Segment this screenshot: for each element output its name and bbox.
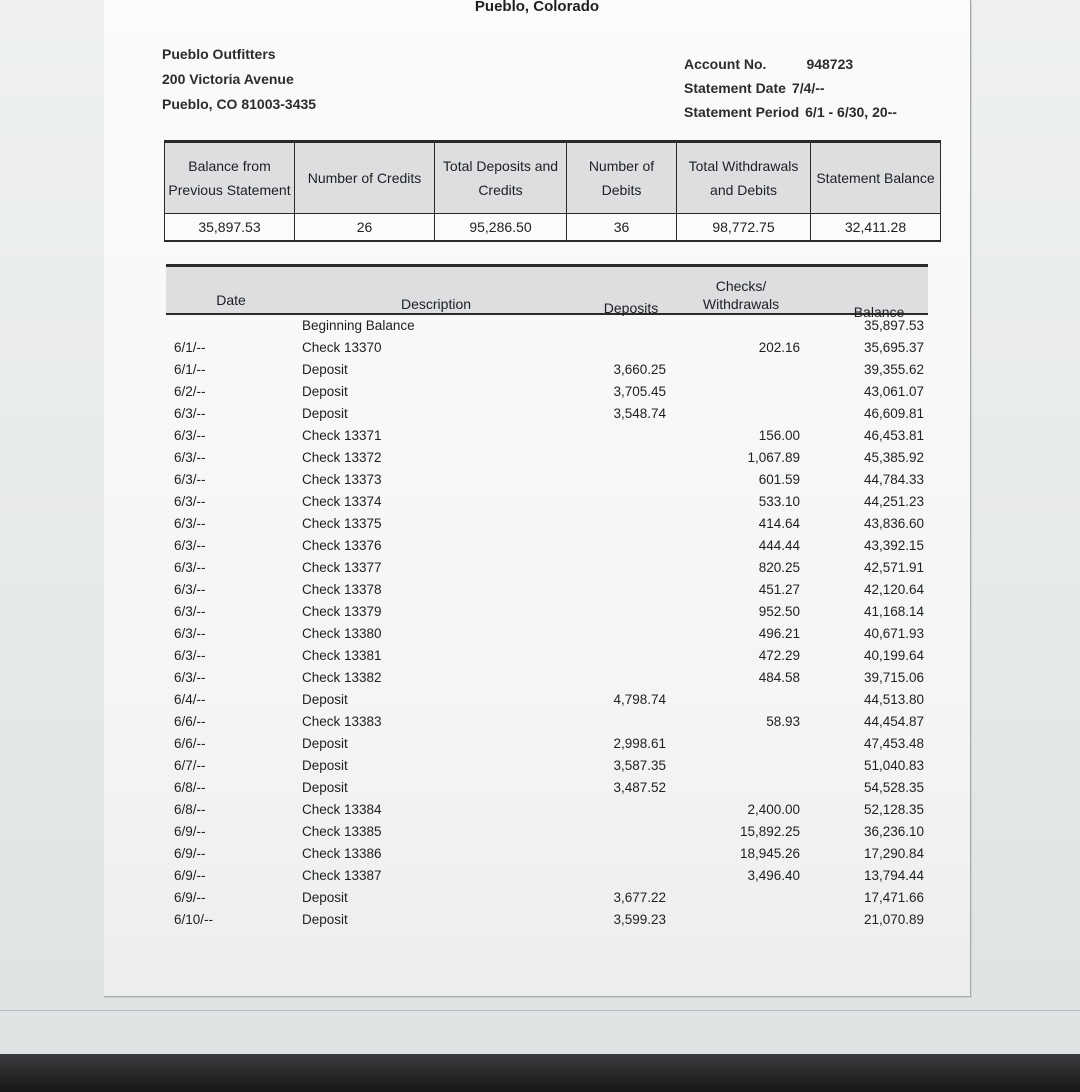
- transaction-header: [166, 267, 928, 320]
- row-description: Check 13371: [302, 428, 382, 443]
- transaction-row: [166, 513, 928, 535]
- row-withdrawal: 18,945.26: [739, 846, 800, 861]
- row-date: 6/6/--: [174, 714, 206, 729]
- row-description: Check 13384: [302, 802, 382, 817]
- row-withdrawal: 414.64: [758, 516, 800, 531]
- transaction-row: [166, 689, 928, 711]
- row-balance: 52,128.35: [863, 802, 924, 817]
- row-date: 6/3/--: [174, 406, 206, 421]
- row-withdrawal: 2,400.00: [747, 802, 800, 817]
- transaction-row: [166, 381, 928, 403]
- transaction-row: [166, 799, 928, 821]
- row-date: 6/4/--: [174, 692, 206, 707]
- row-balance: 46,609.81: [863, 406, 924, 421]
- row-date: 6/9/--: [174, 846, 206, 861]
- row-date: 6/3/--: [174, 494, 206, 509]
- transaction-row: [166, 425, 928, 447]
- row-withdrawal: 451.27: [758, 582, 800, 597]
- row-deposit: 3,660.25: [613, 362, 666, 377]
- header-withdrawals: Checks/ Withdrawals: [702, 278, 780, 312]
- row-description: Check 13387: [302, 868, 382, 883]
- row-balance: 36,236.10: [863, 824, 924, 839]
- row-date: 6/6/--: [174, 736, 206, 751]
- summary-header-number-of-credits: Number of Credits: [295, 142, 435, 214]
- row-deposit: 3,599.23: [613, 912, 666, 927]
- row-withdrawal: 156.00: [758, 428, 800, 443]
- row-date: 6/3/--: [174, 516, 206, 531]
- row-description: Deposit: [302, 406, 348, 421]
- monitor-bezel: [0, 1054, 1080, 1092]
- row-date: 6/2/--: [174, 384, 206, 399]
- transaction-row: [166, 821, 928, 843]
- row-withdrawal: 952.50: [758, 604, 800, 619]
- row-deposit: 4,798.74: [613, 692, 666, 707]
- row-date: 6/8/--: [174, 802, 206, 817]
- row-withdrawal: 496.21: [758, 626, 800, 641]
- row-withdrawal: 444.44: [758, 538, 800, 553]
- summary-table: [164, 140, 940, 242]
- row-description: Check 13380: [302, 626, 382, 641]
- row-description: Check 13374: [302, 494, 382, 509]
- statement-date-value: 7/4/--: [791, 80, 825, 96]
- summary-header-number-of-debits: Number of Debits: [567, 142, 677, 214]
- statement-period-label: Statement Period: [684, 104, 800, 120]
- summary-total-withdrawals: 98,772.75: [677, 214, 811, 242]
- row-balance: 21,070.89: [863, 912, 924, 927]
- row-balance: 43,392.15: [863, 538, 924, 553]
- row-balance: 35,897.53: [863, 318, 924, 333]
- transaction-row: [166, 711, 928, 733]
- row-description: Check 13373: [302, 472, 382, 487]
- row-balance: 44,784.33: [863, 472, 924, 487]
- transaction-row: [166, 579, 928, 601]
- row-withdrawal: 58.93: [766, 714, 800, 729]
- row-date: 6/3/--: [174, 604, 206, 619]
- row-withdrawal: 1,067.89: [747, 450, 800, 465]
- row-description: Check 13381: [302, 648, 382, 663]
- transaction-row: [166, 865, 928, 887]
- row-description: Deposit: [302, 736, 348, 751]
- transaction-row: [166, 337, 928, 359]
- transaction-table: [166, 264, 928, 931]
- transaction-row: [166, 535, 928, 557]
- row-description: Check 13383: [302, 714, 382, 729]
- transaction-row: [166, 359, 928, 381]
- row-date: 6/3/--: [174, 560, 206, 575]
- transaction-row: [166, 447, 928, 469]
- transaction-row: [166, 667, 928, 689]
- summary-statement-balance: 32,411.28: [811, 214, 941, 242]
- row-date: 6/3/--: [174, 472, 206, 487]
- row-description: Deposit: [302, 912, 348, 927]
- row-description: Check 13379: [302, 604, 382, 619]
- transaction-row: [166, 315, 928, 337]
- screen-divider: [0, 1010, 1080, 1011]
- row-withdrawal: 484.58: [758, 670, 800, 685]
- header-date: Date: [216, 292, 246, 308]
- row-balance: 39,355.62: [863, 362, 924, 377]
- row-description: Check 13386: [302, 846, 382, 861]
- summary-header-total-deposits: Total Deposits and Credits: [435, 142, 567, 214]
- row-withdrawal: 202.16: [758, 340, 800, 355]
- row-description: Deposit: [302, 692, 348, 707]
- row-balance: 44,251.23: [863, 494, 924, 509]
- row-balance: 47,453.48: [863, 736, 924, 751]
- row-date: 6/1/--: [174, 362, 206, 377]
- transaction-row: [166, 623, 928, 645]
- row-date: 6/9/--: [174, 868, 206, 883]
- row-description: Check 13385: [302, 824, 382, 839]
- summary-total-deposits: 95,286.50: [435, 214, 567, 242]
- row-withdrawal: 15,892.25: [739, 824, 800, 839]
- row-withdrawal: 601.59: [758, 472, 800, 487]
- row-balance: 17,290.84: [863, 846, 924, 861]
- summary-number-of-credits: 26: [295, 214, 435, 242]
- row-deposit: 3,677.22: [613, 890, 666, 905]
- row-date: 6/9/--: [174, 824, 206, 839]
- account-info-block: [684, 52, 897, 124]
- row-description: Check 13372: [302, 450, 382, 465]
- row-description: Check 13370: [302, 340, 382, 355]
- row-balance: 43,061.07: [863, 384, 924, 399]
- row-withdrawal: 472.29: [758, 648, 800, 663]
- row-date: 6/3/--: [174, 670, 206, 685]
- bank-statement-page: [104, 0, 971, 997]
- row-balance: 35,695.37: [863, 340, 924, 355]
- row-date: 6/10/--: [174, 912, 214, 927]
- row-deposit: 2,998.61: [613, 736, 666, 751]
- row-date: 6/3/--: [174, 648, 206, 663]
- account-number-value: 948723: [806, 56, 854, 72]
- row-date: 6/8/--: [174, 780, 206, 795]
- row-date: 6/3/--: [174, 450, 206, 465]
- transaction-row: [166, 777, 928, 799]
- row-description: Deposit: [302, 758, 348, 773]
- row-date: 6/3/--: [174, 582, 206, 597]
- row-withdrawal: 3,496.40: [747, 868, 800, 883]
- transaction-row: [166, 645, 928, 667]
- row-description: Deposit: [302, 362, 348, 377]
- row-description: Check 13378: [302, 582, 382, 597]
- row-date: 6/7/--: [174, 758, 206, 773]
- statement-period-value: 6/1 - 6/30, 20--: [805, 104, 897, 120]
- header-balance: Balance: [853, 304, 905, 320]
- header-description: Description: [400, 296, 472, 312]
- transaction-row: [166, 469, 928, 491]
- row-balance: 44,513.80: [863, 692, 924, 707]
- row-withdrawal: 533.10: [758, 494, 800, 509]
- header-deposits: Deposits: [603, 300, 659, 316]
- transaction-row: [166, 755, 928, 777]
- row-date: 6/3/--: [174, 428, 206, 443]
- row-date: 6/3/--: [174, 626, 206, 641]
- row-balance: 45,385.92: [863, 450, 924, 465]
- row-balance: 42,120.64: [863, 582, 924, 597]
- row-withdrawal: 820.25: [758, 560, 800, 575]
- row-balance: 40,199.64: [863, 648, 924, 663]
- row-balance: 44,454.87: [863, 714, 924, 729]
- row-balance: 42,571.91: [863, 560, 924, 575]
- transaction-rows: [166, 315, 928, 931]
- row-description: Beginning Balance: [302, 318, 415, 333]
- row-description: Check 13377: [302, 560, 382, 575]
- transaction-row: [166, 601, 928, 623]
- row-deposit: 3,587.35: [613, 758, 666, 773]
- transaction-row: [166, 733, 928, 755]
- summary-header-total-withdrawals: Total Withdrawals and Debits: [677, 142, 811, 214]
- transaction-row: [166, 491, 928, 513]
- company-street: 200 Victoria Avenue: [162, 71, 294, 87]
- row-date: 6/1/--: [174, 340, 206, 355]
- row-description: Check 13375: [302, 516, 382, 531]
- summary-header-previous-balance: Balance from Previous Statement: [165, 142, 295, 214]
- row-date: 6/3/--: [174, 538, 206, 553]
- company-city-zip: Pueblo, CO 81003-3435: [162, 96, 317, 112]
- row-deposit: 3,705.45: [613, 384, 666, 399]
- row-balance: 13,794.44: [863, 868, 924, 883]
- row-description: Deposit: [302, 780, 348, 795]
- company-address-block: [162, 42, 316, 117]
- statement-city: Pueblo, Colorado: [474, 0, 600, 15]
- transaction-row: [166, 843, 928, 865]
- company-name: Pueblo Outfitters: [162, 46, 276, 62]
- summary-header-statement-balance: Statement Balance: [811, 142, 941, 214]
- statement-date-label: Statement Date: [684, 80, 786, 96]
- row-description: Deposit: [302, 890, 348, 905]
- summary-previous-balance: 35,897.53: [165, 214, 295, 242]
- row-balance: 46,453.81: [863, 428, 924, 443]
- row-balance: 17,471.66: [863, 890, 924, 905]
- transaction-row: [166, 557, 928, 579]
- account-number-label: Account No.: [684, 56, 767, 72]
- row-balance: 39,715.06: [863, 670, 924, 685]
- row-balance: 40,671.93: [863, 626, 924, 641]
- row-balance: 43,836.60: [863, 516, 924, 531]
- row-description: Check 13382: [302, 670, 382, 685]
- transaction-row: [166, 909, 928, 931]
- summary-number-of-debits: 36: [567, 214, 677, 242]
- row-deposit: 3,487.52: [613, 780, 666, 795]
- row-date: 6/9/--: [174, 890, 206, 905]
- transaction-row: [166, 887, 928, 909]
- row-deposit: 3,548.74: [613, 406, 666, 421]
- row-description: Deposit: [302, 384, 348, 399]
- row-balance: 54,528.35: [863, 780, 924, 795]
- row-balance: 51,040.83: [863, 758, 924, 773]
- transaction-row: [166, 403, 928, 425]
- row-description: Check 13376: [302, 538, 382, 553]
- row-balance: 41,168.14: [863, 604, 924, 619]
